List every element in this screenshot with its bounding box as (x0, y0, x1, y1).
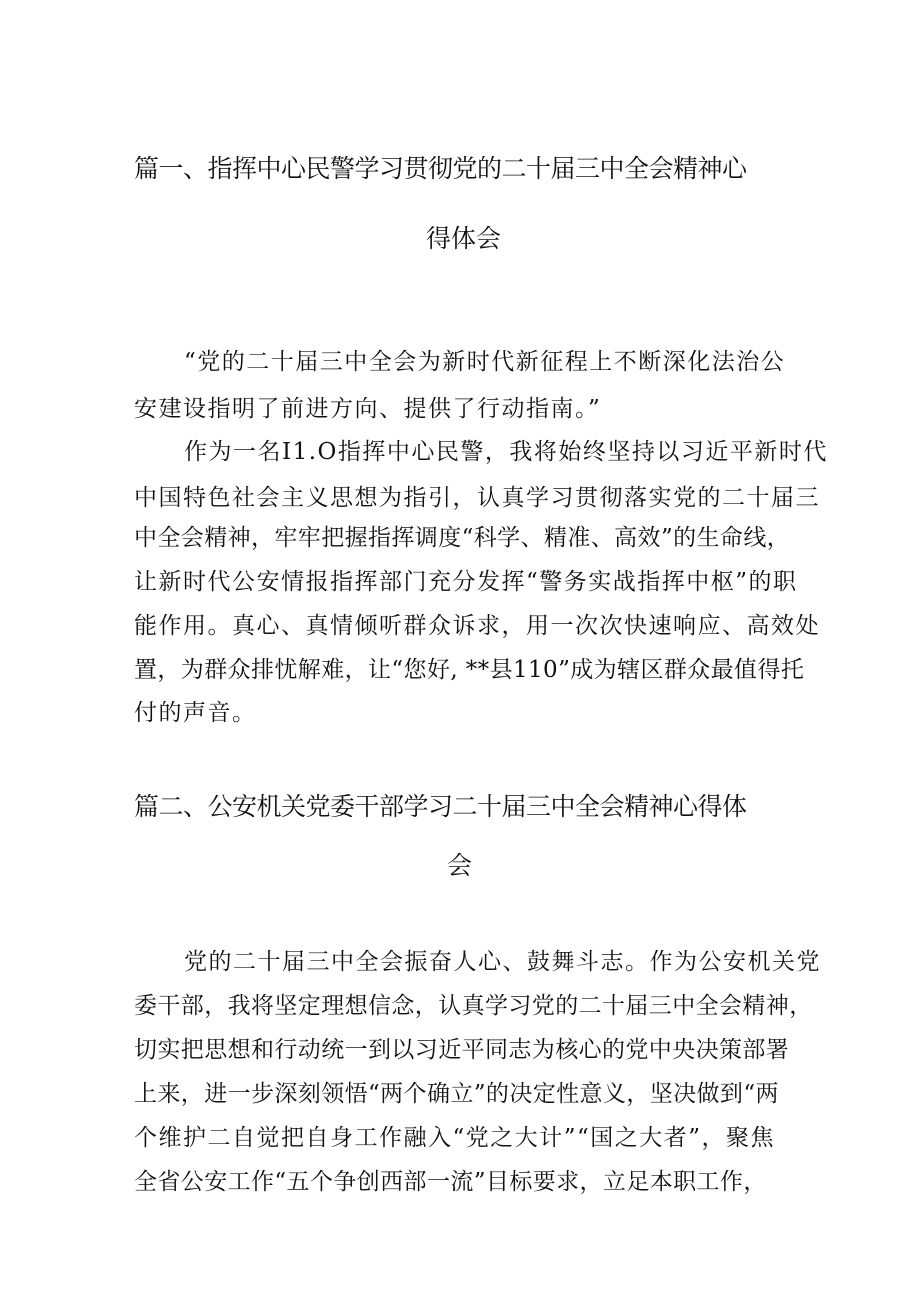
section-1-title: 篇一、指挥中心民警学习贯彻党的二十届三中全会精神心 (134, 154, 747, 183)
section-2-title: 篇二、公安机关党委干部学习二十届三中全会精神心得体 (134, 792, 747, 821)
paragraph-line: 个维护二自觉把自身工作融入“党之大计”“国之大者”，聚焦 (134, 1125, 776, 1151)
paragraph-line: 上来，进一步深刻领悟“两个确立”的决定性意义，坚决做到“两 (134, 1081, 779, 1107)
section-2-title-continued: 会 (447, 851, 473, 880)
paragraph-line: 切实把思想和行动统一到以习近平同志为核心的党中央决策部署 (134, 1037, 790, 1063)
paragraph-line: 委干部，我将坚定理想信念，认真学习党的二十届三中全会精神， (134, 993, 813, 1019)
paragraph-line: 置，为群众排忧解难，让“您好, **县110”成为辖区群众最值得托 (134, 657, 805, 683)
paragraph-line: 中全会精神，牢牢把握指挥调度“科学、精准、高效”的生命线， (134, 525, 791, 551)
paragraph-line: 付的声音。 (134, 700, 257, 726)
paragraph-line: 全省公安工作“五个争创西部一流”目标要求，立足本职工作， (134, 1169, 767, 1195)
paragraph-line: 安建设指明了前进方向、提供了行动指南。” (134, 396, 602, 422)
paragraph-line: 让新时代公安情报指挥部门充分发挥“警务实战指挥中枢”的职 (134, 569, 798, 595)
paragraph-line: 中国特色社会主义思想为指引，认真学习贯彻落实党的二十届三 (134, 485, 820, 511)
paragraph-line: “党的二十届三中全会为新时代新征程上不断深化法治公 (184, 349, 786, 375)
section-1-title-continued: 得体会 (426, 224, 502, 253)
paragraph-line: 作为一名I1.O指挥中心民警，我将始终坚持以习近平新时代 (184, 439, 828, 465)
paragraph-line: 党的二十届三中全会振奋人心、鼓舞斗志。作为公安机关党 (184, 949, 821, 975)
paragraph-line: 能作用。真心、真情倾听群众诉求，用一次次快速响应、高效处 (134, 613, 820, 639)
